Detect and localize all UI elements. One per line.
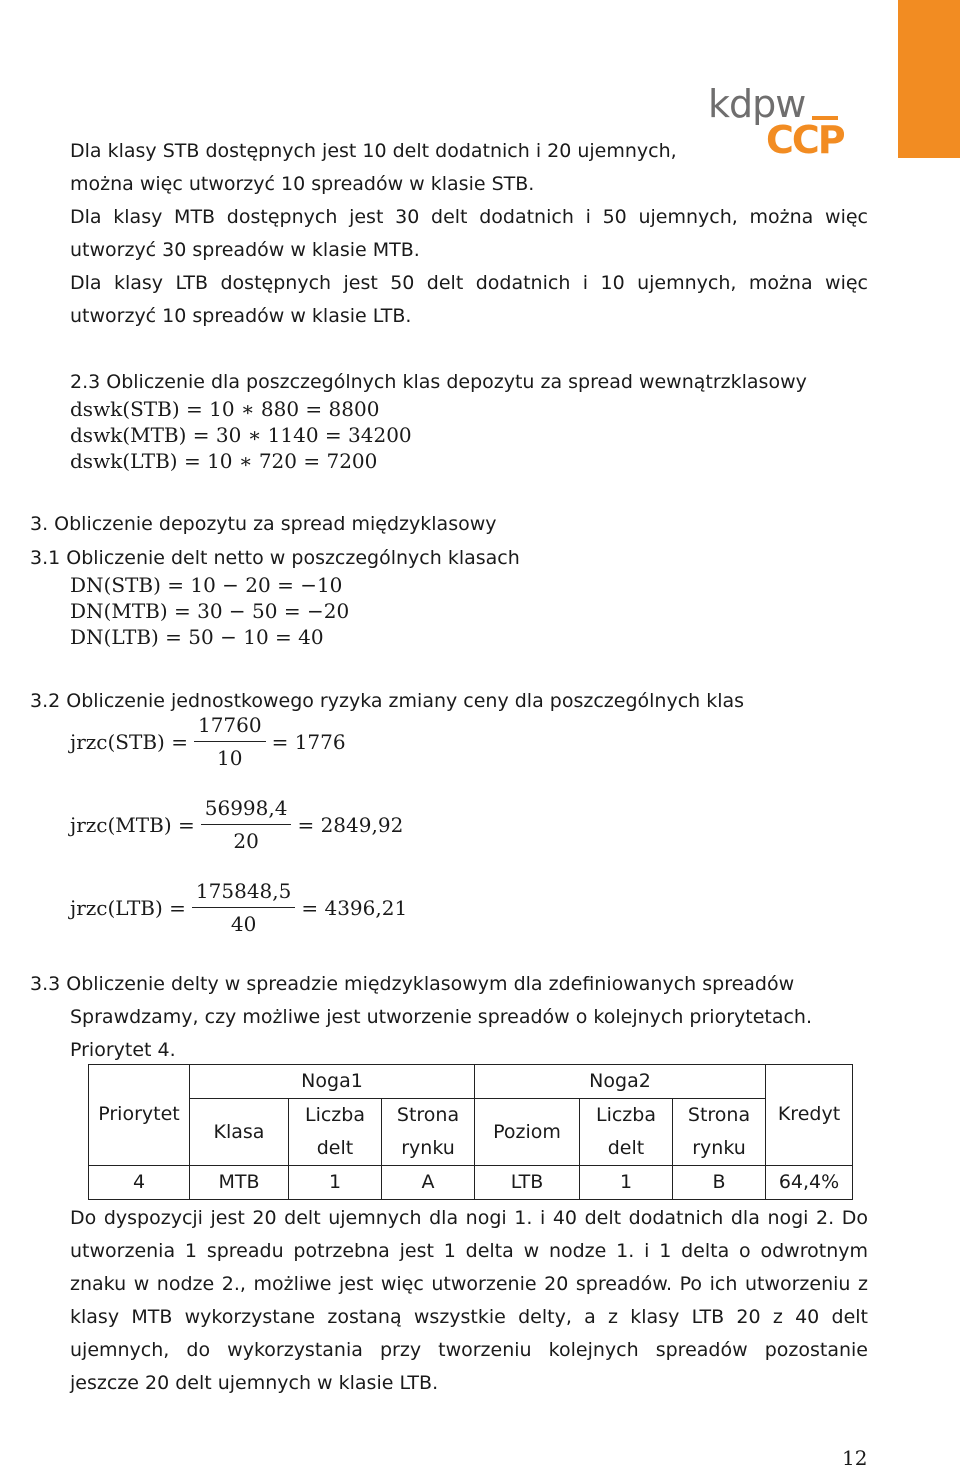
logo-kdpw-text: kdpw: [708, 82, 806, 126]
intro-line: utworzyć 30 spreadów w klasie MTB.: [70, 239, 420, 261]
fraction-numerator: 17760: [194, 713, 266, 742]
equation: DN(MTB) = 30 − 50 = −20: [70, 599, 350, 623]
fraction: [192, 879, 295, 936]
fraction-equation-ltb: [70, 879, 407, 936]
section-3-2-heading: 3.2 Obliczenie jednostkowego ryzyka zmiany ceny dla poszczególnych klas: [30, 690, 745, 712]
header-priorytet: Priorytet: [89, 1065, 190, 1166]
fraction: [194, 713, 266, 770]
fraction-equation-mtb: [70, 796, 403, 853]
corner-accent-bar: [898, 0, 960, 158]
section-2-3-equations: [70, 396, 412, 474]
equation-lhs: jrzc(MTB) =: [70, 812, 195, 837]
header-klasa: Klasa: [190, 1099, 289, 1166]
priority-table: [88, 1064, 853, 1200]
paragraph-line: Do dyspozycji jest 20 delt ujemnych dla nogi 1. i 40 delt dodatnich dla nogi 2. Do: [70, 1207, 868, 1229]
fraction-numerator: 175848,5: [192, 879, 295, 908]
intro-paragraph: [70, 135, 868, 333]
intro-line: utworzyć 10 spreadów w klasie LTB.: [70, 305, 412, 327]
fraction-numerator: 56998,4: [201, 796, 292, 825]
page-number: 12: [842, 1446, 868, 1470]
equation-rhs: = 2849,92: [297, 812, 404, 837]
section-2-3-heading: 2.3 Obliczenie dla poszczególnych klas depozytu za spread wewnątrzklasowy: [70, 371, 807, 393]
intro-line: można więc utworzyć 10 spreadów w klasie STB.: [70, 173, 535, 195]
table-cell: MTB: [190, 1166, 289, 1200]
fraction-equation-stb: [70, 713, 346, 770]
header-rynku-2: rynku: [673, 1132, 766, 1166]
equation-rhs: = 1776: [271, 729, 346, 754]
table-cell: A: [382, 1166, 475, 1200]
table-cell: 1: [580, 1166, 673, 1200]
paragraph-line: jeszcze 20 delt ujemnych w klasie LTB.: [70, 1372, 439, 1394]
header-liczba-2: Liczba: [580, 1099, 673, 1133]
table-cell: 1: [289, 1166, 382, 1200]
conclusion-paragraph: [70, 1202, 868, 1400]
intro-line: Dla klasy LTB dostępnych jest 50 delt dodatnich i 10 ujemnych, można więc: [70, 272, 868, 294]
section-3-heading: 3. Obliczenie depozytu za spread międzyklasowy: [30, 513, 497, 535]
table-row: [89, 1166, 853, 1200]
header-delt-2: delt: [580, 1132, 673, 1166]
section-3-1-equations: [70, 572, 349, 650]
equation: DN(LTB) = 50 − 10 = 40: [70, 625, 324, 649]
header-delt-1: delt: [289, 1132, 382, 1166]
equation-rhs: = 4396,21: [301, 895, 408, 920]
table-header-row: [89, 1099, 853, 1133]
table-cell: 64,4%: [766, 1166, 853, 1200]
header-strona-1: Strona: [382, 1099, 475, 1133]
fraction-denominator: 40: [230, 912, 257, 936]
intro-line: Dla klasy STB dostępnych jest 10 delt dodatnich i 20 ujemnych,: [70, 140, 677, 162]
section-3-1-heading: 3.1 Obliczenie delt netto w poszczególnych klasach: [30, 547, 520, 569]
intro-line: Dla klasy MTB dostępnych jest 30 delt dodatnich i 50 ujemnych, można więc: [70, 206, 868, 228]
equation-lhs: jrzc(LTB) =: [70, 895, 186, 920]
fraction-denominator: 20: [233, 829, 259, 853]
priority-label: Priorytet 4.: [70, 1039, 176, 1061]
equation: dswk(LTB) = 10 ∗ 720 = 7200: [70, 449, 378, 473]
equation: dswk(MTB) = 30 ∗ 1140 = 34200: [70, 423, 412, 447]
logo-ccp-text: CCP: [766, 118, 844, 162]
section-3-3-line: Sprawdzamy, czy możliwe jest utworzenie spreadów o kolejnych priorytetach.: [70, 1006, 813, 1028]
paragraph-line: utworzenia 1 spreadu potrzebna jest 1 delta w nodze 1. i 1 delta o odwrotnym: [70, 1240, 868, 1262]
equation: DN(STB) = 10 − 20 = −10: [70, 573, 343, 597]
header-noga2: Noga2: [475, 1065, 766, 1099]
section-3-3-heading: 3.3 Obliczenie delty w spreadzie międzyklasowym dla zdefiniowanych spreadów: [30, 973, 795, 995]
equation-lhs: jrzc(STB) =: [70, 729, 188, 754]
header-kredyt: Kredyt: [766, 1065, 853, 1166]
table-cell: B: [673, 1166, 766, 1200]
header-liczba-1: Liczba: [289, 1099, 382, 1133]
table-header-row: [89, 1065, 853, 1099]
header-poziom: Poziom: [475, 1099, 580, 1166]
table-cell: 4: [89, 1166, 190, 1200]
paragraph-line: klasy MTB wykorzystane zostaną wszystkie delty, a z klasy LTB 20 z 40 delt: [70, 1306, 868, 1328]
header-rynku-1: rynku: [382, 1132, 475, 1166]
equation: dswk(STB) = 10 ∗ 880 = 8800: [70, 397, 380, 421]
table-cell: LTB: [475, 1166, 580, 1200]
fraction: [201, 796, 292, 853]
paragraph-line: znaku w nodze 2., możliwe jest więc utworzenie 20 spreadów. Po ich utworzeniu z: [70, 1273, 868, 1295]
header-strona-2: Strona: [673, 1099, 766, 1133]
fraction-denominator: 10: [217, 746, 243, 770]
header-noga1: Noga1: [190, 1065, 475, 1099]
paragraph-line: ujemnych, do wykorzystania przy tworzeniu kolejnych spreadów pozostanie: [70, 1339, 868, 1361]
